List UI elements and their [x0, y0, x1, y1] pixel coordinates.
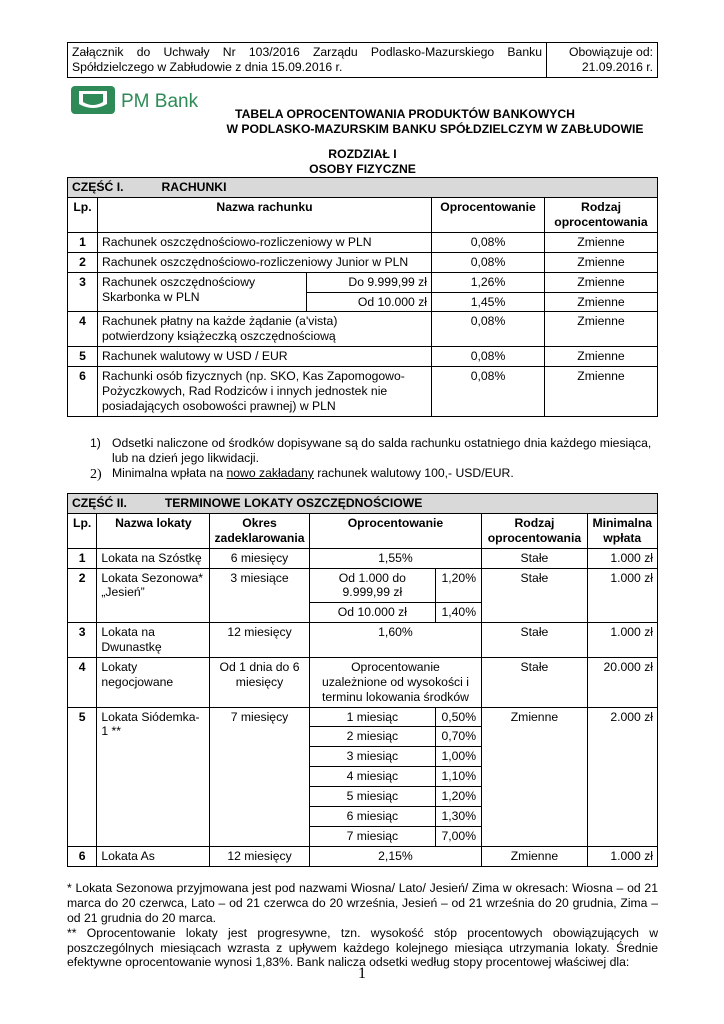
accounts-footnotes	[90, 436, 670, 483]
row-rate: 0,70%	[436, 727, 482, 747]
footnote-text-part: Minimalna wpłata na	[112, 465, 227, 480]
row-deposit-name: Lokata As	[97, 846, 210, 866]
row-lp: 6	[68, 846, 97, 866]
row-account-name: Rachunek oszczędnościowo-rozliczeniowy Junior w PLN	[98, 252, 432, 272]
row-month: 5 miesiąc	[309, 787, 436, 807]
row-rate: 1,10%	[436, 767, 482, 787]
row-lp: 4	[68, 312, 98, 347]
row-rate: 1,55%	[309, 548, 482, 568]
footnote-text	[112, 466, 514, 483]
row-rate: 0,08%	[432, 232, 545, 252]
header-resolution-line2: Spółdzielczego w Zabłudowie z dnia 15.09.2016 r.	[72, 59, 343, 74]
row-min-deposit: 20.000 zł	[587, 657, 657, 707]
row-month: 3 miesiąc	[309, 747, 436, 767]
col-period: Okres zadeklarowania	[210, 513, 309, 548]
row-rate: Oprocentowanie uzależnione od wysokości i terminu lokowania środków	[309, 657, 482, 707]
row-rate-type: Zmienne	[545, 292, 658, 312]
row-tier-range: Od 1.000 do 9.999,99 zł	[309, 568, 436, 603]
table-row	[68, 568, 658, 603]
table-row	[68, 623, 658, 658]
col-rate: Oprocentowanie	[309, 513, 482, 548]
col-rate-type: Rodzaj oprocentowania	[545, 197, 658, 232]
table-row	[68, 548, 658, 568]
row-account-name: Rachunki osób fizycznych (np. SKO, Kas Zapomogowo-Pożyczkowych, Rad Rodziców i innych jednostek nie posiadających osobowości prawnej) w PLN	[98, 367, 432, 417]
title-line2: W PODLASKO-MAZURSKIM BANKU SPÓŁDZIELCZYM W ZABŁUDOWIE	[226, 121, 644, 136]
row-rate-type: Zmienne	[545, 232, 658, 252]
row-deposit-name: Lokaty negocjowane	[97, 657, 210, 707]
row-min-deposit: 1.000 zł	[587, 623, 657, 658]
row-lp: 3	[68, 272, 98, 312]
row-rate: 1,20%	[436, 568, 482, 603]
deposits-section-name: TERMINOWE LOKATY OSZCZĘDNOŚCIOWE	[164, 496, 423, 510]
row-lp: 1	[68, 548, 97, 568]
row-tier-range: Do 9.999,99 zł	[307, 272, 432, 292]
row-rate: 1,30%	[436, 806, 482, 826]
pm-bank-logo-text: PM Bank	[121, 91, 199, 112]
deposits-column-headers	[68, 513, 658, 548]
title-line1: TABELA OPROCENTOWANIA PRODUKTÓW BANKOWYCH	[235, 107, 575, 121]
header-resolution	[68, 43, 547, 78]
header-box	[67, 42, 658, 78]
chapter-title: ROZDZIAŁ I	[328, 147, 397, 161]
row-account-name: Rachunek walutowy w USD / EUR	[98, 347, 432, 367]
col-account-name: Nazwa rachunku	[98, 197, 432, 232]
row-lp: 5	[68, 707, 97, 846]
row-period: Od 1 dnia do 6 miesięcy	[210, 657, 309, 707]
row-period: 12 miesięcy	[210, 846, 309, 866]
footnote-number: 1)	[90, 436, 101, 450]
row-deposit-name: Lokata Sezonowa* „Jesień”	[97, 568, 210, 623]
accounts-column-headers	[68, 197, 658, 232]
chapter-subtitle: OSOBY FIZYCZNE	[309, 161, 416, 176]
row-deposit-name: Lokata Siódemka-1 **	[97, 707, 210, 846]
header-effective-label: Obowiązuje od:	[568, 45, 653, 59]
col-rate: Oprocentowanie	[432, 197, 545, 232]
row-deposit-name: Lokata na Szóstkę	[97, 548, 210, 568]
table-row	[68, 272, 658, 292]
row-rate-type: Stałe	[482, 657, 587, 707]
row-period: 12 miesięcy	[210, 623, 309, 658]
note-progressive: ** Oprocentowanie lokaty jest progresywne, tzn. wysokość stóp procentowych obowiązujących w poszczególnych miesiącach wzrasta z upływem każdego kolejnego miesiąca utrzymania lokaty. Średnie efektywne oprocentowanie wynosi 1,83%. Bank nalicza odsetki według stopy procentowej właściwej dla:	[67, 925, 658, 970]
table-row	[68, 707, 658, 727]
row-month: 7 miesiąc	[309, 826, 436, 846]
row-rate: 0,50%	[436, 707, 482, 727]
table-row	[68, 232, 658, 252]
col-deposit-name: Nazwa lokaty	[97, 513, 210, 548]
header-effective-date	[547, 43, 658, 78]
row-rate: 1,20%	[436, 787, 482, 807]
row-rate-type: Zmienne	[482, 846, 587, 866]
row-rate-type: Zmienne	[545, 347, 658, 367]
row-min-deposit: 1.000 zł	[587, 846, 657, 866]
col-lp: Lp.	[68, 197, 98, 232]
row-rate: 7,00%	[436, 826, 482, 846]
accounts-table	[67, 177, 658, 417]
table-row	[68, 312, 658, 347]
row-period: 3 miesiące	[210, 568, 309, 623]
row-rate-type: Zmienne	[545, 312, 658, 347]
row-lp: 6	[68, 367, 98, 417]
row-period: 7 miesięcy	[210, 707, 309, 846]
row-rate: 1,40%	[436, 603, 482, 623]
document-title	[150, 107, 660, 136]
deposits-section-header	[68, 494, 658, 514]
deposits-section-label: CZĘŚĆ II.	[72, 496, 127, 510]
header-effective-value: 21.09.2016 r.	[581, 59, 653, 74]
row-account-name: Rachunek oszczędnościowy Skarbonka w PLN	[98, 272, 307, 312]
row-rate: 0,08%	[432, 252, 545, 272]
footnote-text-part: rachunek walutowy 100,- USD/EUR.	[313, 465, 514, 480]
table-row	[68, 347, 658, 367]
row-min-deposit: 1.000 zł	[587, 548, 657, 568]
footnote-1	[90, 436, 670, 466]
header-resolution-line1: Załącznik do Uchwały Nr 103/2016 Zarządu Podlasko-Mazurskiego Banku	[72, 45, 542, 59]
row-lp: 3	[68, 623, 97, 658]
row-rate: 1,00%	[436, 747, 482, 767]
row-account-name: Rachunek oszczędnościowo-rozliczeniowy w PLN	[98, 232, 432, 252]
deposits-table	[67, 493, 658, 867]
row-rate-type: Zmienne	[545, 272, 658, 292]
row-min-deposit: 1.000 zł	[587, 568, 657, 623]
row-rate-type: Zmienne	[545, 367, 658, 417]
row-month: 1 miesiąc	[309, 707, 436, 727]
row-lp: 2	[68, 252, 98, 272]
row-rate-type: Stałe	[482, 548, 587, 568]
accounts-section-header	[68, 178, 658, 198]
footnote-number: 2)	[90, 466, 102, 482]
row-rate: 1,26%	[432, 272, 545, 292]
row-period: 6 miesięcy	[210, 548, 309, 568]
row-lp: 5	[68, 347, 98, 367]
row-month: 2 miesiąc	[309, 727, 436, 747]
table-row	[68, 657, 658, 707]
row-min-deposit: 2.000 zł	[587, 707, 657, 846]
row-month: 6 miesiąc	[309, 806, 436, 826]
table-row	[68, 252, 658, 272]
row-rate: 0,08%	[432, 367, 545, 417]
row-rate: 0,08%	[432, 347, 545, 367]
col-rate-type: Rodzaj oprocentowania	[482, 513, 587, 548]
row-rate-type: Zmienne	[545, 252, 658, 272]
col-lp: Lp.	[68, 513, 97, 548]
row-rate-type: Stałe	[482, 568, 587, 623]
accounts-section-name: RACHUNKI	[161, 180, 227, 194]
deposit-notes	[67, 881, 658, 970]
col-min-deposit: Minimalna wpłata	[587, 513, 657, 548]
chapter-heading	[67, 147, 658, 176]
row-lp: 2	[68, 568, 97, 623]
page-number: 1	[358, 965, 366, 982]
note-seasonal: * Lokata Sezonowa przyjmowana jest pod nazwami Wiosna/ Lato/ Jesień/ Zima w okresach: Wiosna – od 21 marca do 20 czerwca, Lato – od 21 czerwca do 20 września, Jesień – od 21 września do 20 grudnia, Zima – od 21 grudnia do 20 marca.	[67, 881, 658, 925]
row-lp: 1	[68, 232, 98, 252]
row-rate-type: Zmienne	[482, 707, 587, 846]
row-tier-range: Od 10.000 zł	[307, 292, 432, 312]
table-row	[68, 367, 658, 417]
row-month: 4 miesiąc	[309, 767, 436, 787]
row-rate: 0,08%	[432, 312, 545, 347]
row-rate: 2,15%	[309, 846, 482, 866]
row-lp: 4	[68, 657, 97, 707]
row-rate: 1,45%	[432, 292, 545, 312]
row-account-name: Rachunek płatny na każde żądanie (a'vista) potwierdzony książeczką oszczędnościową	[98, 312, 432, 347]
row-tier-range: Od 10.000 zł	[309, 603, 436, 623]
row-rate: 1,60%	[309, 623, 482, 658]
table-row	[68, 846, 658, 866]
footnote-underlined: nowo zakładany	[226, 465, 314, 480]
row-rate-type: Stałe	[482, 623, 587, 658]
footnote-2	[90, 466, 670, 483]
footnote-text: Odsetki naliczone od środków dopisywane są do salda rachunku ostatniego dnia każdego miesiąca, lub na dzień jego likwidacji.	[112, 436, 652, 465]
accounts-section-label: CZĘŚĆ I.	[72, 180, 124, 194]
row-deposit-name: Lokata na Dwunastkę	[97, 623, 210, 658]
